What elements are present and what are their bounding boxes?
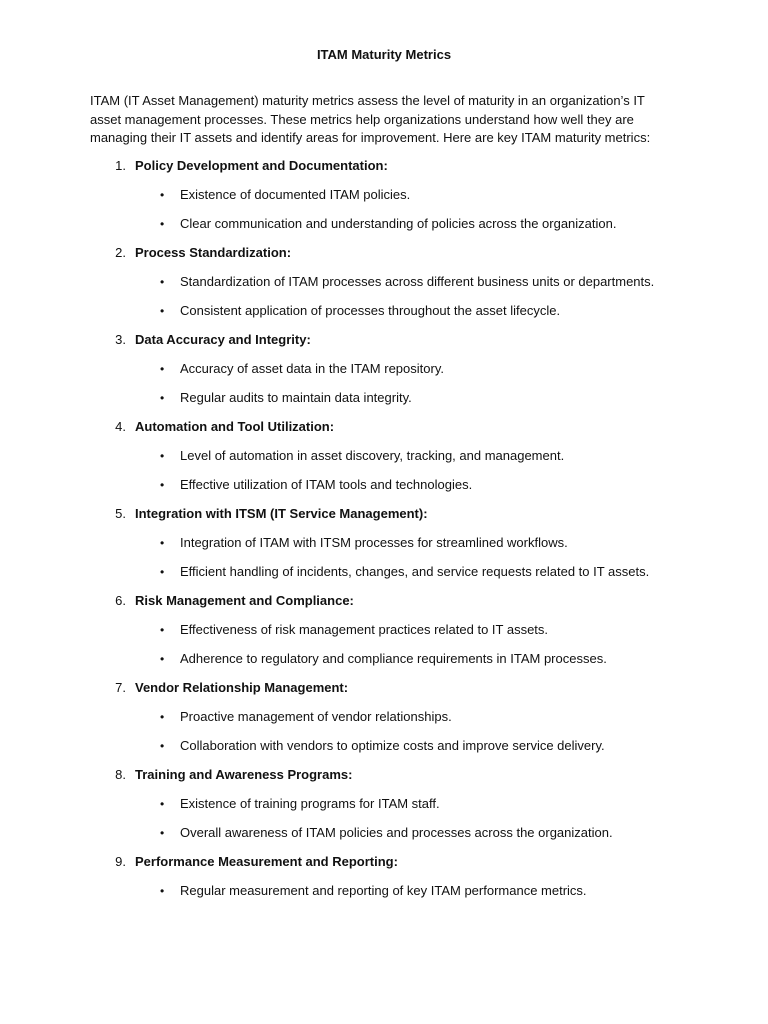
- bullet-text: Adherence to regulatory and compliance requirements in ITAM processes.: [180, 650, 607, 666]
- bullet-item: [90, 447, 678, 465]
- metric-item: [90, 679, 678, 755]
- metric-item: [90, 244, 678, 320]
- metric-item: [90, 505, 678, 581]
- metric-number: 1.: [115, 157, 126, 173]
- intro-paragraph: ITAM (IT Asset Management) maturity metrics assess the level of maturity in an organization’s IT asset management processes. These metrics help organizations understand how well they are managing their IT assets and identify areas for improvement. Here are key ITAM maturity metrics:: [90, 93, 651, 145]
- metric-number: 7.: [115, 679, 126, 695]
- metric-bullet-list: [90, 360, 678, 407]
- metric-heading-row: [90, 766, 678, 784]
- bullet-item: [90, 824, 678, 842]
- bullet-text: Accuracy of asset data in the ITAM repository.: [180, 360, 444, 376]
- bullet-icon: •: [160, 390, 165, 405]
- metric-bullet-list: [90, 186, 678, 233]
- bullet-icon: •: [160, 564, 165, 579]
- metric-heading: Performance Measurement and Reporting:: [135, 853, 398, 869]
- bullet-text: Consistent application of processes throughout the asset lifecycle.: [180, 302, 561, 318]
- bullet-text: Efficient handling of incidents, changes, and service requests related to IT assets.: [180, 563, 650, 579]
- bullet-icon: •: [160, 651, 165, 666]
- metric-number: 5.: [115, 505, 126, 521]
- bullet-icon: •: [160, 361, 165, 376]
- metrics-list: [90, 157, 678, 900]
- bullet-icon: •: [160, 825, 165, 840]
- bullet-item: [90, 534, 678, 552]
- bullet-icon: •: [160, 216, 165, 231]
- bullet-icon: •: [160, 796, 165, 811]
- bullet-icon: •: [160, 709, 165, 724]
- metric-heading: Data Accuracy and Integrity:: [135, 331, 311, 347]
- bullet-item: [90, 273, 678, 291]
- bullet-icon: •: [160, 187, 165, 202]
- metric-number: 4.: [115, 418, 126, 434]
- metric-number: 2.: [115, 244, 126, 260]
- bullet-text: Clear communication and understanding of policies across the organization.: [180, 215, 617, 231]
- page-title: ITAM Maturity Metrics: [316, 47, 452, 62]
- bullet-icon: •: [160, 448, 165, 463]
- bullet-icon: •: [160, 274, 165, 289]
- metric-heading: Policy Development and Documentation:: [135, 157, 388, 173]
- bullet-item: [90, 737, 678, 755]
- metric-number: 9.: [115, 853, 126, 869]
- bullet-text: Standardization of ITAM processes across different business units or departments.: [180, 273, 655, 289]
- metric-bullet-list: [90, 621, 678, 668]
- metric-item: [90, 766, 678, 842]
- metric-bullet-list: [90, 534, 678, 581]
- metric-number: 3.: [115, 331, 126, 347]
- bullet-item: [90, 360, 678, 378]
- metric-heading-row: [90, 505, 678, 523]
- bullet-item: [90, 795, 678, 813]
- bullet-item: [90, 621, 678, 639]
- metric-heading: Training and Awareness Programs:: [135, 766, 353, 782]
- bullet-text: Collaboration with vendors to optimize costs and improve service delivery.: [180, 737, 605, 753]
- metric-heading-row: [90, 592, 678, 610]
- metric-number: 8.: [115, 766, 126, 782]
- metric-heading: Automation and Tool Utilization:: [135, 418, 335, 434]
- bullet-item: [90, 215, 678, 233]
- metric-heading-row: [90, 679, 678, 697]
- metric-item: [90, 592, 678, 668]
- bullet-text: Regular audits to maintain data integrity.: [180, 389, 412, 405]
- bullet-item: [90, 476, 678, 494]
- metric-heading: Process Standardization:: [135, 244, 292, 260]
- metric-heading-row: [90, 418, 678, 436]
- bullet-item: [90, 389, 678, 407]
- bullet-item: [90, 563, 678, 581]
- bullet-text: Effectiveness of risk management practices related to IT assets.: [180, 621, 549, 637]
- metric-heading-row: [90, 853, 678, 871]
- bullet-icon: •: [160, 622, 165, 637]
- metric-item: [90, 853, 678, 900]
- bullet-icon: •: [160, 883, 165, 898]
- bullet-item: [90, 708, 678, 726]
- metric-bullet-list: [90, 708, 678, 755]
- metric-heading-row: [90, 157, 678, 175]
- bullet-item: [90, 882, 678, 900]
- bullet-icon: •: [160, 303, 165, 318]
- metric-heading-row: [90, 331, 678, 349]
- metric-heading-row: [90, 244, 678, 262]
- bullet-item: [90, 302, 678, 320]
- metric-heading: Risk Management and Compliance:: [135, 592, 354, 608]
- metric-bullet-list: [90, 273, 678, 320]
- metric-bullet-list: [90, 795, 678, 842]
- metric-item: [90, 157, 678, 233]
- metric-heading: Integration with ITSM (IT Service Management):: [135, 505, 428, 521]
- bullet-text: Level of automation in asset discovery, tracking, and management.: [180, 447, 565, 463]
- bullet-item: [90, 650, 678, 668]
- metric-bullet-list: [90, 447, 678, 494]
- bullet-text: Integration of ITAM with ITSM processes for streamlined workflows.: [180, 534, 568, 550]
- metric-item: [90, 331, 678, 407]
- bullet-text: Regular measurement and reporting of key ITAM performance metrics.: [180, 882, 587, 898]
- bullet-icon: •: [160, 535, 165, 550]
- metric-number: 6.: [115, 592, 126, 608]
- bullet-item: [90, 186, 678, 204]
- metric-bullet-list: [90, 882, 678, 900]
- bullet-text: Proactive management of vendor relationships.: [180, 708, 452, 724]
- bullet-text: Effective utilization of ITAM tools and technologies.: [180, 476, 473, 492]
- metric-heading: Vendor Relationship Management:: [135, 679, 349, 695]
- bullet-text: Existence of documented ITAM policies.: [180, 186, 411, 202]
- bullet-text: Overall awareness of ITAM policies and processes across the organization.: [180, 824, 613, 840]
- bullet-icon: •: [160, 738, 165, 753]
- bullet-text: Existence of training programs for ITAM staff.: [180, 795, 440, 811]
- metric-item: [90, 418, 678, 494]
- bullet-icon: •: [160, 477, 165, 492]
